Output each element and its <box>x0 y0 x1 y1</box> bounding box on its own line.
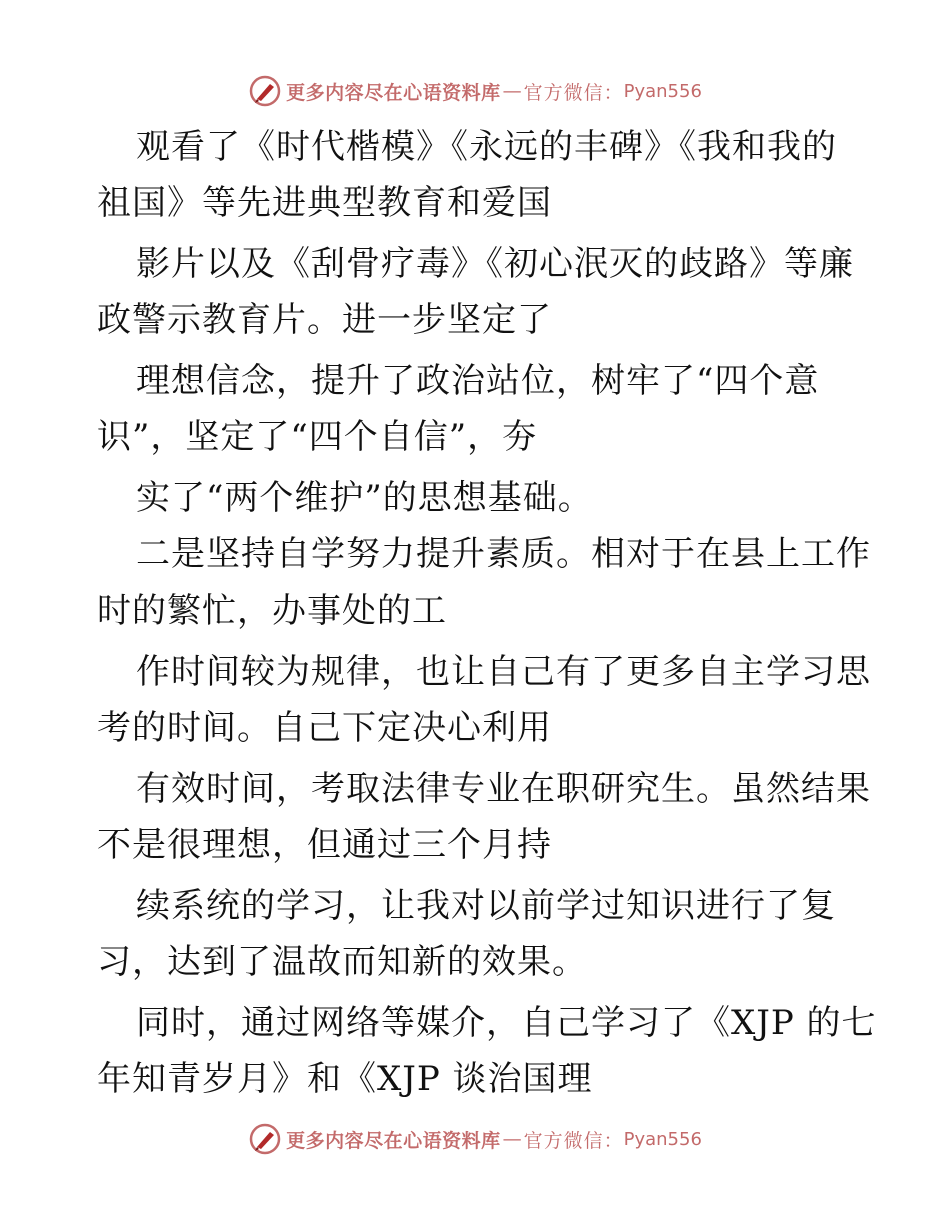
body-line: 不是很理想，但通过三个月持 <box>97 825 552 865</box>
pen-logo-icon <box>248 74 282 108</box>
body-line: 理想信念，提升了政治站位，树牢了“四个意 <box>136 361 820 401</box>
header-site-name: 更多内容尽在心语资料库 <box>286 81 501 104</box>
body-line: 考的时间。自己下定决心利用 <box>97 708 552 748</box>
body-line: 祖国》等先进典型教育和爱国 <box>97 183 552 223</box>
footer-wechat-id: Pyan556 <box>623 1128 702 1150</box>
body-line: 有效时间，考取法律专业在职研究生。虽然结果 <box>136 769 871 809</box>
pen-logo-icon <box>248 1122 282 1156</box>
body-line: 续系统的学习，让我对以前学过知识进行了复 <box>136 886 836 926</box>
body-line: 影片以及《刮骨疗毒》《初心泯灭的歧路》等廉 <box>136 244 854 284</box>
body-line: 实了“两个维护”的思想基础。 <box>136 478 593 518</box>
body-line: 二是坚持自学努力提升素质。相对于在县上工作 <box>136 534 871 574</box>
body-line: 时的繁忙，办事处的工 <box>97 591 447 631</box>
header-wechat-id: Pyan556 <box>623 80 702 102</box>
header-wechat-label: 官方微信： <box>523 81 624 104</box>
footer-dash: — <box>502 1128 522 1150</box>
header-dash: — <box>502 80 522 102</box>
footer-banner <box>0 1119 950 1159</box>
footer-site-name: 更多内容尽在心语资料库 <box>286 1129 501 1152</box>
body-line: 识”，坚定了“四个自信”，夯 <box>97 417 538 457</box>
body-line: 作时间较为规律，也让自己有了更多自主学习思 <box>136 652 871 692</box>
header-banner <box>0 71 950 111</box>
body-line: 观看了《时代楷模》《永远的丰碑》《我和我的 <box>136 127 837 167</box>
body-line: 政警示教育片。进一步坚定了 <box>97 300 552 340</box>
body-line: 同时，通过网络等媒介，自己学习了《XJP 的七 <box>136 1003 877 1043</box>
body-line: 年知青岁月》和《XJP 谈治国理 <box>97 1059 593 1099</box>
body-line: 习，达到了温故而知新的效果。 <box>97 942 587 982</box>
footer-wechat-label: 官方微信： <box>523 1129 624 1152</box>
